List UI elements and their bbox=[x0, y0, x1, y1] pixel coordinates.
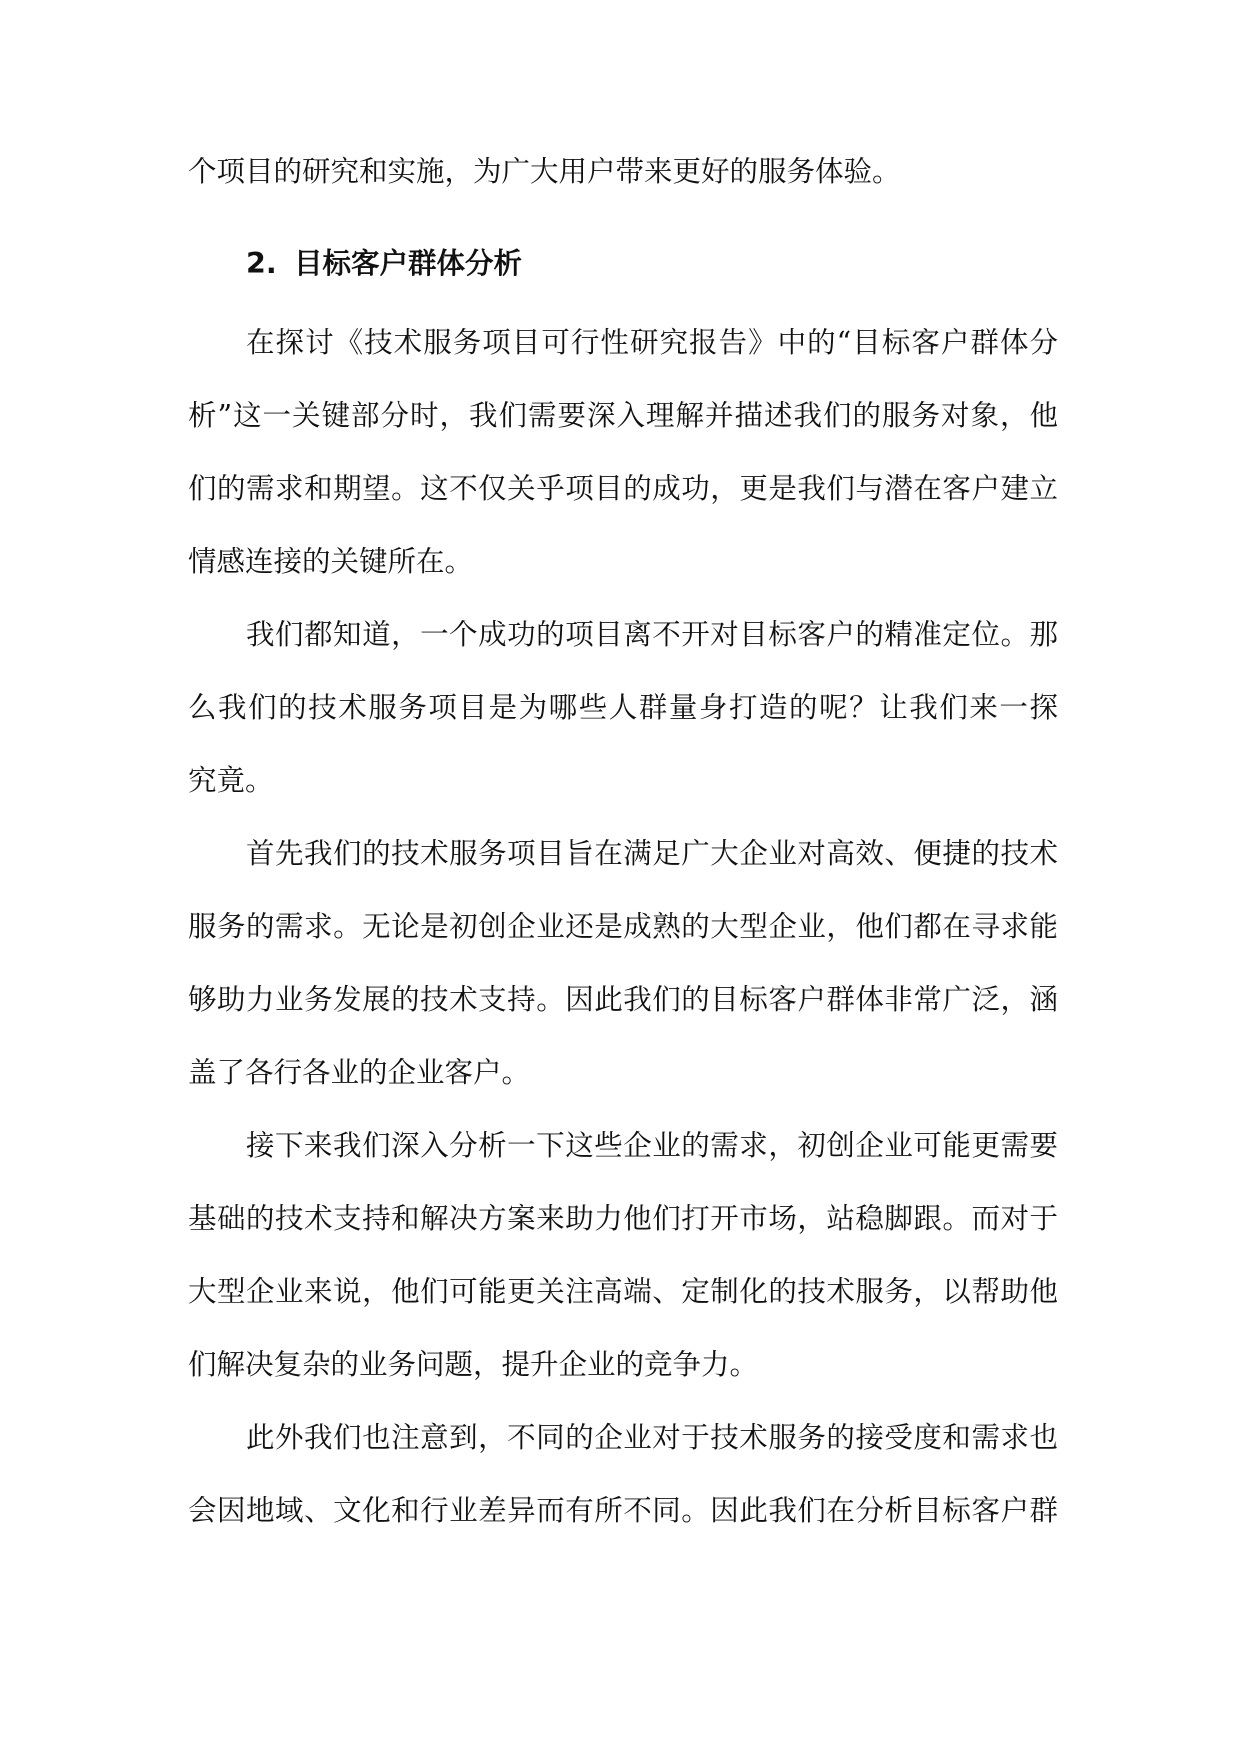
paragraph-line: 么我们的技术服务项目是为哪些人群量身打造的呢？让我们来一探 bbox=[188, 691, 1058, 724]
paragraph-line: 们的需求和期望。这不仅关乎项目的成功，更是我们与潜在客户建立 bbox=[188, 472, 1058, 505]
paragraph-4 bbox=[188, 1116, 1058, 1408]
paragraph-line: 基础的技术支持和解决方案来助力他们打开市场，站稳脚跟。而对于 bbox=[188, 1202, 1058, 1235]
paragraph-line: 们解决复杂的业务问题，提升企业的竞争力。 bbox=[188, 1348, 759, 1381]
paragraph-line: 此外我们也注意到，不同的企业对于技术服务的接受度和需求也 bbox=[246, 1421, 1058, 1454]
paragraph-line: 在探讨《技术服务项目可行性研究报告》中的“目标客户群体分 bbox=[246, 326, 1058, 359]
paragraph-line: 情感连接的关键所在。 bbox=[188, 545, 474, 578]
paragraph-line: 析”这一关键部分时，我们需要深入理解并描述我们的服务对象，他 bbox=[188, 399, 1058, 432]
paragraph-line: 盖了各行各业的企业客户。 bbox=[188, 1056, 531, 1089]
paragraph-3 bbox=[188, 824, 1058, 1116]
paragraph-line: 服务的需求。无论是初创企业还是成熟的大型企业，他们都在寻求能 bbox=[188, 910, 1058, 943]
paragraph-line: 够助力业务发展的技术支持。因此我们的目标客户群体非常广泛，涵 bbox=[188, 983, 1058, 1016]
paragraph-line: 究竟。 bbox=[188, 764, 274, 797]
paragraph-5 bbox=[188, 1408, 1058, 1554]
section-title: 目标客户群体分析 bbox=[294, 247, 523, 280]
paragraph-line: 首先我们的技术服务项目旨在满足广大企业对高效、便捷的技术 bbox=[246, 837, 1058, 870]
document-body bbox=[188, 142, 1058, 1554]
paragraph-line: 大型企业来说，他们可能更关注高端、定制化的技术服务，以帮助他 bbox=[188, 1275, 1058, 1308]
paragraph-line: 会因地域、文化和行业差异而有所不同。因此我们在分析目标客户群 bbox=[188, 1494, 1058, 1527]
paragraph-line: 我们都知道，一个成功的项目离不开对目标客户的精准定位。那 bbox=[246, 618, 1058, 651]
paragraph-2 bbox=[188, 605, 1058, 824]
paragraph-line: 接下来我们深入分析一下这些企业的需求，初创企业可能更需要 bbox=[246, 1129, 1058, 1162]
section-heading bbox=[188, 215, 1058, 313]
paragraph-1 bbox=[188, 313, 1058, 605]
section-number: 2. bbox=[246, 247, 277, 280]
paragraph-fragment-line: 个项目的研究和实施，为广大用户带来更好的服务体验。 bbox=[188, 155, 901, 188]
